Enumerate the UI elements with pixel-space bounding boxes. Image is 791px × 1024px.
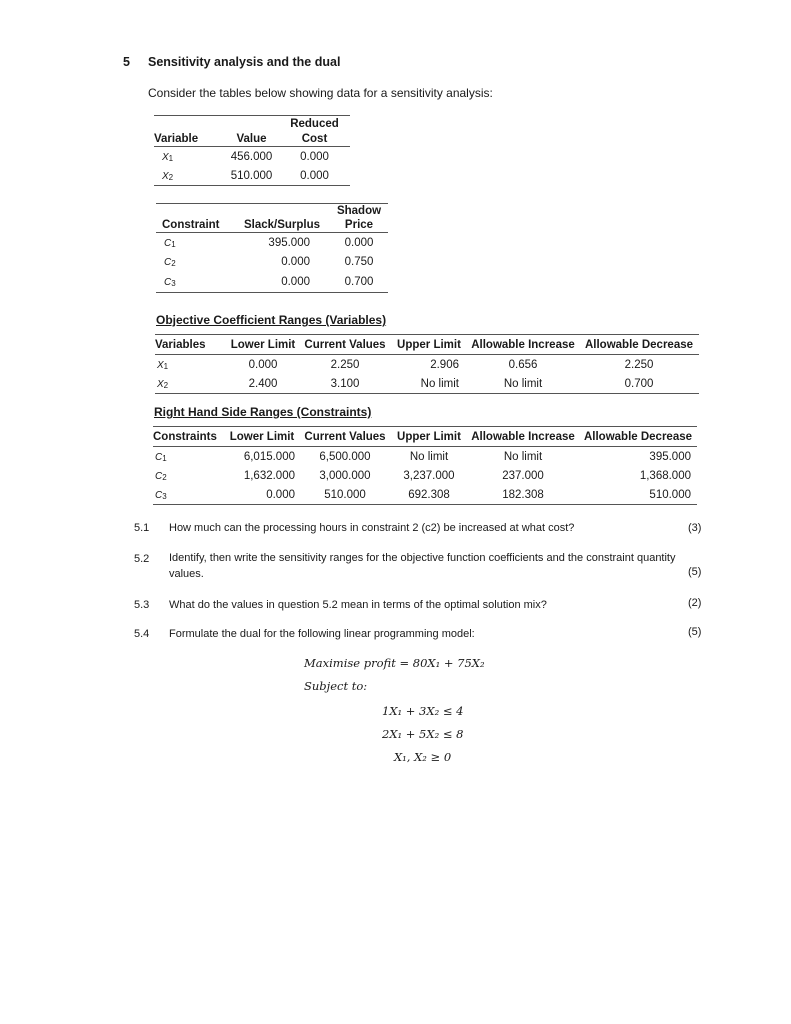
upper-limit-cell: 692.308	[408, 488, 450, 501]
lower-limit-header: Lower Limit	[225, 427, 299, 447]
question-marks: (3)	[688, 522, 702, 534]
slack-cell: 395.000	[268, 236, 310, 249]
question-text: Formulate the dual for the following linear programming model:	[169, 628, 475, 640]
variable-name: X	[157, 378, 164, 390]
variable-header: Variable	[154, 131, 224, 147]
allowable-decrease-cell: 510.000	[649, 488, 691, 501]
objective-ranges-table	[155, 334, 699, 394]
variable-name: X	[157, 359, 164, 371]
table-row	[153, 447, 697, 467]
question-number: 5.3	[134, 599, 150, 611]
lower-limit-header: Lower Limit	[227, 335, 299, 355]
shadow-price-cell: 0.700	[344, 275, 374, 288]
upper-limit-header: Upper Limit	[391, 427, 467, 447]
constraint-subscript: 1	[171, 239, 176, 249]
reduced-cost-cell: 0.000	[300, 150, 329, 163]
shadow-price-header-bottom: Price	[330, 218, 388, 233]
shadow-price-cell: 0.750	[344, 256, 374, 269]
constraint-header: Constraint	[156, 218, 234, 233]
constraint-name: C	[155, 470, 163, 482]
question-number: 5.4	[134, 628, 150, 640]
allowable-increase-cell: No limit	[503, 377, 543, 390]
constraint-subscript: 2	[162, 472, 167, 482]
rhs-ranges-title: Right Hand Side Ranges (Constraints)	[154, 405, 372, 419]
current-value-cell: 2.250	[330, 358, 360, 371]
constraint-2: 2X₁ + 5X₂ ≤ 8	[382, 727, 464, 741]
question-text: What do the values in question 5.2 mean in terms of the optimal solution mix?	[169, 599, 547, 611]
subject-to-label: Subject to:	[304, 679, 368, 693]
constraint-name: C	[155, 489, 163, 501]
shadow-price-cell: 0.000	[344, 236, 374, 249]
allowable-decrease-cell: 2.250	[624, 358, 654, 371]
variables-table	[154, 115, 350, 186]
table-row	[153, 466, 697, 485]
current-values-header: Current Values	[299, 427, 391, 447]
current-value-cell: 3,000.000	[319, 469, 371, 482]
table-row	[155, 355, 699, 375]
variable-subscript: 2	[168, 172, 174, 182]
allowable-increase-cell: No limit	[503, 450, 543, 463]
upper-limit-cell: 3,237.000	[403, 469, 455, 482]
reduced-cost-header-bottom: Cost	[279, 131, 350, 147]
lower-limit-cell: 0.000	[266, 488, 295, 501]
question-marks: (5)	[688, 566, 702, 578]
question-text: How much can the processing hours in constraint 2 (c2) be increased at what cost?	[169, 522, 575, 534]
constraint-subscript: 3	[162, 491, 167, 501]
variable-name: X	[162, 151, 169, 163]
constraint-subscript: 1	[162, 453, 167, 463]
constraints-table	[156, 203, 388, 293]
constraint-name: C	[164, 276, 172, 288]
table-row	[156, 253, 388, 273]
lower-limit-cell: 1,632.000	[243, 469, 295, 482]
constraint-name: C	[164, 257, 172, 269]
variable-subscript: 1	[163, 361, 169, 371]
allowable-decrease-cell: 395.000	[649, 450, 691, 463]
allowable-increase-header: Allowable Increase	[467, 427, 579, 447]
variable-name: X	[162, 170, 169, 182]
variable-subscript: 1	[168, 153, 174, 163]
current-value-cell: 6,500.000	[319, 450, 371, 463]
non-negativity-constraint: X₁, X₂ ≥ 0	[394, 750, 452, 764]
table-row	[153, 485, 697, 505]
table-row	[156, 272, 388, 292]
lower-limit-cell: 0.000	[248, 358, 278, 371]
reduced-cost-header-top: Reduced	[290, 117, 339, 130]
upper-limit-cell: No limit	[409, 450, 449, 463]
section-number: 5	[123, 55, 130, 69]
constraints-header: Constraints	[153, 427, 225, 447]
upper-limit-header: Upper Limit	[391, 335, 467, 355]
constraint-name: C	[155, 451, 163, 463]
value-header: Value	[224, 131, 279, 147]
current-value-cell: 3.100	[330, 377, 360, 390]
constraint-subscript: 3	[171, 278, 176, 288]
value-cell: 510.000	[230, 169, 273, 182]
question-marks: (2)	[688, 597, 702, 609]
constraint-name: C	[164, 237, 172, 249]
allowable-increase-header: Allowable Increase	[467, 335, 579, 355]
allowable-increase-cell: 237.000	[502, 469, 544, 482]
upper-limit-cell: 2.906	[430, 358, 459, 371]
table-row	[154, 166, 350, 186]
table-row	[156, 233, 388, 253]
rhs-ranges-table	[153, 426, 697, 505]
variables-header: Variables	[155, 335, 227, 355]
allowable-increase-cell: 182.308	[502, 488, 544, 501]
allowable-decrease-header: Allowable Decrease	[579, 427, 697, 447]
upper-limit-cell: No limit	[420, 377, 459, 390]
allowable-increase-cell: 0.656	[508, 358, 538, 371]
section-title: Sensitivity analysis and the dual	[148, 55, 341, 69]
table-row	[154, 147, 350, 167]
lower-limit-cell: 6,015.000	[243, 450, 295, 463]
slack-surplus-header: Slack/Surplus	[234, 218, 330, 233]
objective-function: Maximise profit = 80X₁ + 75X₂	[304, 656, 485, 670]
table-row	[155, 374, 699, 394]
reduced-cost-cell: 0.000	[300, 169, 329, 182]
current-values-header: Current Values	[299, 335, 391, 355]
slack-cell: 0.000	[281, 275, 310, 288]
allowable-decrease-cell: 1,368.000	[639, 469, 691, 482]
current-value-cell: 510.000	[324, 488, 366, 501]
question-marks: (5)	[688, 626, 702, 638]
section-intro: Consider the tables below showing data for a sensitivity analysis:	[148, 86, 493, 100]
objective-ranges-title: Objective Coefficient Ranges (Variables)	[156, 313, 387, 327]
question-number: 5.2	[134, 553, 150, 565]
allowable-decrease-cell: 0.700	[624, 377, 654, 390]
slack-cell: 0.000	[281, 256, 310, 269]
constraint-1: 1X₁ + 3X₂ ≤ 4	[382, 704, 464, 718]
value-cell: 456.000	[230, 150, 273, 163]
allowable-decrease-header: Allowable Decrease	[579, 335, 699, 355]
lower-limit-cell: 2.400	[248, 377, 278, 390]
question-text: Identify, then write the sensitivity ranges for the objective function coefficients and the constraint quantity values.	[169, 552, 676, 580]
constraint-subscript: 2	[171, 259, 176, 269]
question-number: 5.1	[134, 522, 150, 534]
variable-subscript: 2	[163, 380, 169, 390]
shadow-price-header-top: Shadow	[336, 205, 382, 217]
